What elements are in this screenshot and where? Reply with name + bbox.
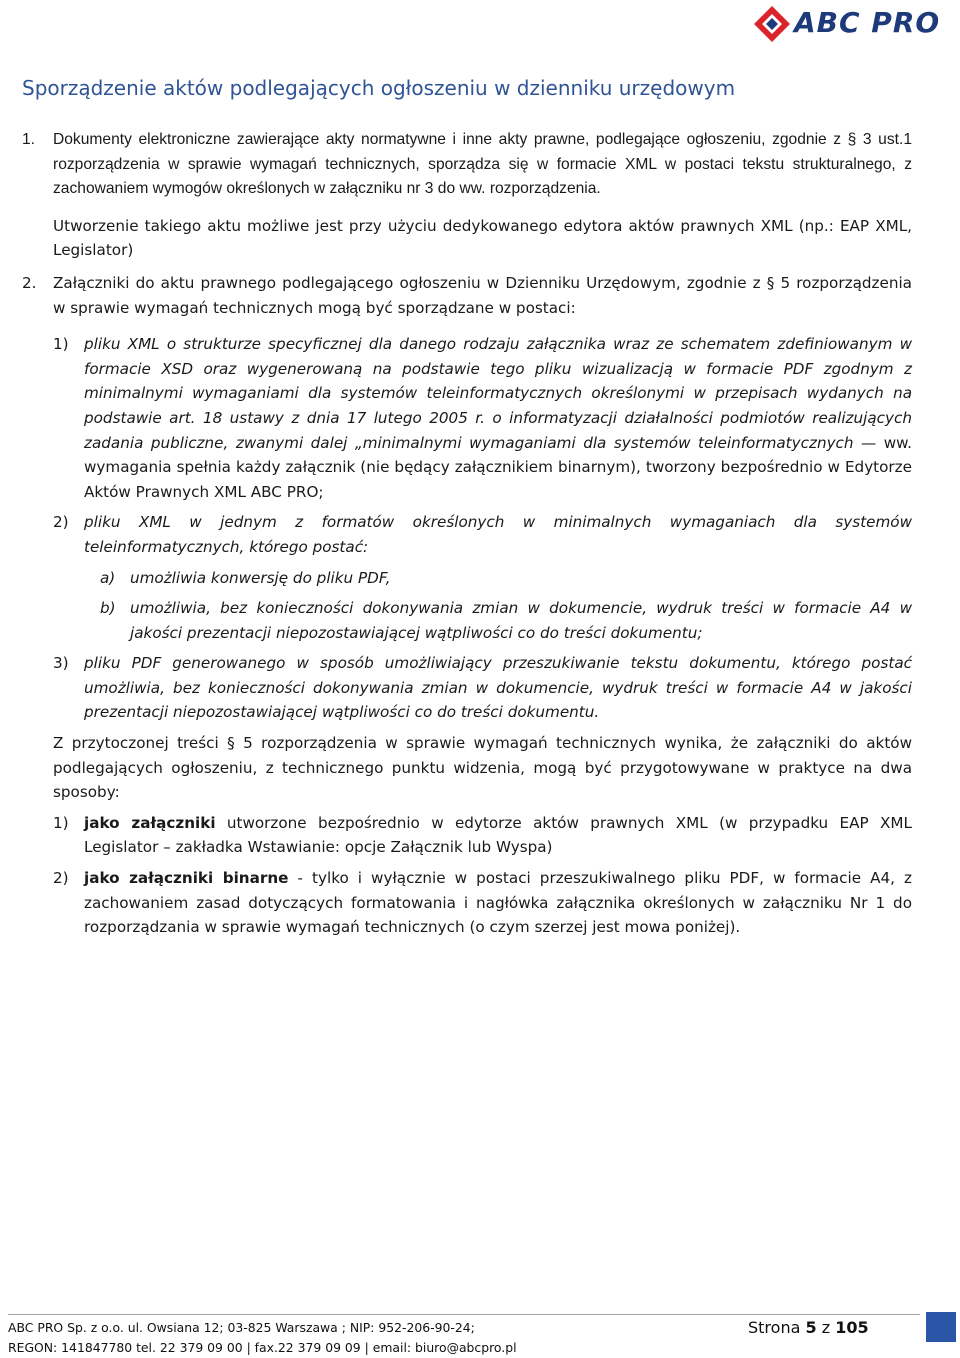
way-item-1-text [84,811,912,860]
company-logo [752,4,952,44]
conclusion-text: Z przytoczonej treści § 5 rozporządzenia w sprawie wymagań technicznych wynika, że załączniki do aktów podlegających ogłoszeniu, z technicznego punktu widzenia, mogą być przygotowywane w praktyce na dwa sposoby: [53,734,912,802]
section-1-text: Dokumenty elektroniczne zawierające akty normatywne i inne akty prawne, podlegające ogłoszeniu, zgodnie z § 3 ust.1 rozporządzenia w sprawie wymagań technicznych, sporządza się w formacie XML w postaci tekstu strukturalnego, z zachowaniem wymogów określonych w załączniku nr 3 do ww. rozporządzenia. [53,131,912,198]
document-body [22,128,912,940]
form-item-3-text: pliku PDF generowanego w sposób umożliwiający przeszukiwanie tekstu dokumentu, którego postać umożliwia, bez konieczności dokonywania zmian w dokumencie, wydruk treści w formacie A4 w jakości prezentacji niepozostawiającej wątpliwości co do treści dokumentu. [84,654,912,722]
form-item-1-text [84,332,912,504]
page-of: z [816,1318,836,1337]
footer-divider [8,1314,920,1315]
footer-contact-line: REGON: 141847780 tel. 22 379 09 00 | fax.22 379 09 09 | email: biuro@abcpro.pl [8,1340,517,1355]
section-1-number: 1. [22,131,36,148]
page-total: 105 [835,1318,869,1337]
section-2-text: Załączniki do aktu prawnego podlegającego ogłoszeniu w Dzienniku Urzędowym, zgodnie z § 5 rozporządzenia w sprawie wymagań technicznych mogą być sporządzane w postaci: [53,273,912,317]
form-item-1-normal: — ww. wymagania spełnia każdy załącznik (nie będący załącznikiem binarnym), tworzony bezpośrednio w Edytorze Aktów Prawnych XML ABC PRO; [84,433,912,501]
section-1 [22,128,912,202]
form-subitem-b-number: b) [100,599,116,618]
form-item-3 [22,651,912,725]
logo-text: ABC PRO [794,6,941,39]
way-item-1-bold: jako załączniki [84,813,216,832]
form-subitem-b [22,596,912,645]
form-subitem-a [22,566,912,591]
section-2 [22,271,912,320]
footer-company-info [8,1318,517,1358]
way-item-1 [22,811,912,860]
section-1-note: Utworzenie takiego aktu możliwe jest przy użyciu dedykowanego edytora aktów prawnych XML (np.: EAP XML, Legislator) [53,216,912,260]
form-item-3-number: 3) [53,654,69,673]
abc-pro-logo-icon [752,4,792,44]
page-prefix: Strona [748,1318,806,1337]
way-item-2-text [84,866,912,940]
section-2-number: 2. [22,273,37,292]
form-item-2-number: 2) [53,513,69,532]
page-current: 5 [805,1318,817,1337]
page-number [748,1318,869,1337]
form-item-1-italic: pliku XML o strukturze specyficznej dla danego rodzaju załącznika wraz ze schematem zdefiniowanym w formacie XSD oraz wygenerowaną na podstawie tego pliku wizualizacją w formacie PDF zgodnym z minimalnymi wymaganiami dla systemów teleinformatycznych określonymi w przepisach wydanych na podstawie art. 18 ustawy z dnia 17 lutego 2005 r. o informatyzacji działalności podmiotów realizujących zadania publiczne, zwanymi dalej „minimalnymi wymaganiami dla systemów teleinformatycznych [84,335,912,452]
way-item-1-number: 1) [53,813,69,832]
footer-decoration [926,1312,956,1342]
way-item-2-number: 2) [53,869,69,888]
form-subitem-b-text: umożliwia, bez konieczności dokonywania zmian w dokumencie, wydruk treści w formacie A4 w jakości prezentacji niepozostawiającej wątpliwości co do treści dokumentu; [130,599,912,642]
form-item-1-number: 1) [53,335,69,354]
way-item-2-bold: jako załączniki binarne [84,869,289,888]
footer-address-line: ABC PRO Sp. z o.o. ul. Owsiana 12; 03-825 Warszawa ; NIP: 952-206-90-24; [8,1320,475,1335]
form-subitem-a-number: a) [100,568,116,587]
form-item-1 [22,332,912,504]
form-item-2 [22,510,912,559]
way-item-1-rest: utworzone bezpośrednio w edytorze aktów prawnych XML (w przypadku EAP XML Legislator – zakładka Wstawianie: opcje Załącznik lub Wyspa) [84,813,912,857]
page-title: Sporządzenie aktów podlegających ogłoszeniu w dzienniku urzędowym [22,76,736,100]
form-item-2-text: pliku XML w jednym z formatów określonych w minimalnych wymaganiach dla systemów teleinformatycznych, którego postać: [84,513,912,556]
way-item-2-rest: - tylko i wyłącznie w postaci przeszukiwalnego pliku PDF, w formacie A4, z zachowaniem zasad dotyczących formatowania i nagłówka załącznika określonych w załączniku Nr 1 do rozporządzania w sprawie wymagań technicznych (o czym szerzej jest mowa poniżej). [84,869,912,937]
form-subitem-a-text: umożliwia konwersję do pliku PDF, [130,568,391,587]
way-item-2 [22,866,912,940]
